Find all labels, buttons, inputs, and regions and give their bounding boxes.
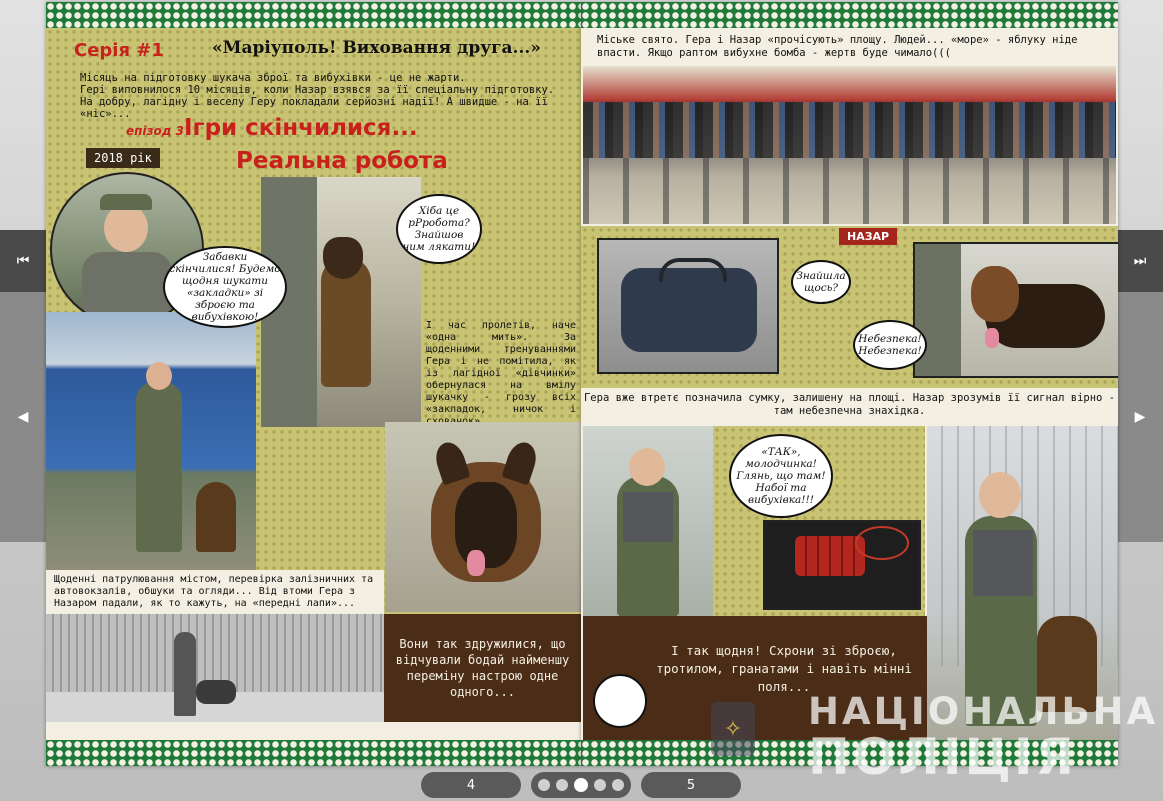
arrow-right-icon: ▶: [1134, 409, 1146, 425]
dog-portrait-photo: [385, 422, 581, 612]
station-photo: [46, 312, 256, 572]
crowd-photo: [583, 66, 1116, 224]
comic-page-right: [581, 2, 1118, 766]
first-page-button[interactable]: [0, 230, 46, 292]
caption-friends: Вони так здружилися, що відчували бодай найменшу переміну настрою одне одного...: [384, 614, 581, 722]
watermark-line2: ПОЛІЦІЯ: [808, 728, 1077, 786]
dog-sitting-photo: [261, 177, 421, 427]
dot-border-top: [581, 2, 1118, 28]
explosion-burst-icon: [593, 674, 647, 728]
last-page-button[interactable]: [1117, 230, 1163, 292]
page-button-right[interactable]: 5: [641, 772, 741, 798]
patrol-photo: [46, 614, 384, 722]
page-dot-active[interactable]: [574, 778, 588, 792]
caption-daily: І так щодня! Схрони зі зброєю, тротилом, гранатами і навіть мінні поля...: [656, 643, 912, 694]
bag-photo: [597, 238, 779, 374]
intro-line: Місяць на підготовку шукача зброї та вибухівки - це не жарти.: [80, 72, 466, 84]
caption-city-holiday: Міське свято. Гера і Назар «прочісують» площу. Людей... «море» - яблуку ніде впасти. Якщо раптом вибухне бомба - жертв буде чимало(((: [597, 34, 1078, 59]
page-dots: [531, 772, 631, 798]
speech-bubble-found: Знайшла щось?: [791, 260, 851, 304]
arrow-left-icon: ◀: [17, 409, 29, 425]
page-dot[interactable]: [556, 779, 568, 791]
episode-title-line1: Ігри скінчилися...: [184, 115, 418, 141]
series-title: «Маріуполь! Виховання друга...»: [212, 38, 541, 58]
caption-patrol: Щоденні патрулювання містом, перевірка залізничних та автовокзалів, обшуки та огляди... Від втоми Гера з Назаром падали, як то кажуть, на «передні лапи»...: [54, 574, 374, 609]
caption-bag-marked: Гера вже втретє позначила сумку, залишену на площі. Назар зрозумів її сигнал вірно - там небезпечна знахідка.: [583, 392, 1115, 417]
next-page-button[interactable]: [1117, 292, 1163, 542]
caption-time-flew: І час пролетів, наче «одна мить». За щоденними тренуваннями Гера і не помітила, як із лагідної «дівчинки» обернулася на вмілу шукачку - грозу всіх «закладок, ничок і: [426, 320, 576, 415]
dot-border-top: [46, 2, 581, 28]
intro-line: На добру, лагідну і веселу Геру покладали серйозні надії! А швидше - на її «ніс»...: [80, 96, 548, 120]
page-button-left[interactable]: 4: [421, 772, 521, 798]
dot-border-bottom: [46, 740, 581, 766]
dog-standing-photo: [913, 242, 1118, 378]
speech-bubble-dog: Хіба це рРробота? Знайшов чим лякати!: [396, 194, 482, 264]
police-emblem-icon: ✧: [711, 702, 755, 756]
episode-title-line2: Реальна робота: [236, 148, 448, 174]
skip-forward-icon: ⏭: [1133, 253, 1147, 269]
watermark-line1: НАЦІОНАЛЬНА: [808, 690, 1159, 733]
speech-bubble-danger: Небезпека! Небезпека!: [853, 320, 927, 370]
series-label: Серія #1: [74, 40, 164, 61]
explosives-photo: [763, 520, 921, 610]
comic-page-left: [46, 2, 581, 766]
previous-page-button[interactable]: [0, 292, 46, 542]
year-badge: 2018 рік: [86, 148, 160, 168]
intro-text: [80, 72, 580, 120]
speech-bubble-good-girl: «ТАК», молодчинка! Глянь, що там! Набої та вибухівка!!!: [729, 434, 833, 518]
page-dot[interactable]: [612, 779, 624, 791]
page-dot[interactable]: [594, 779, 606, 791]
speech-bubble-officer: Забавки скінчилися! Будемо щодня шукати «закладки» зі зброєю та вибухівкою!: [163, 246, 287, 328]
page-dot[interactable]: [538, 779, 550, 791]
episode-label: епізод 3: [126, 124, 184, 138]
skip-back-icon: ⏮: [16, 253, 30, 269]
officer-photo: [583, 426, 713, 616]
name-tag: НАЗАР: [839, 228, 897, 245]
intro-line: Гері виповнилося 10 місяців, коли Назар взявся за її спеціальну підготовку.: [80, 84, 555, 96]
